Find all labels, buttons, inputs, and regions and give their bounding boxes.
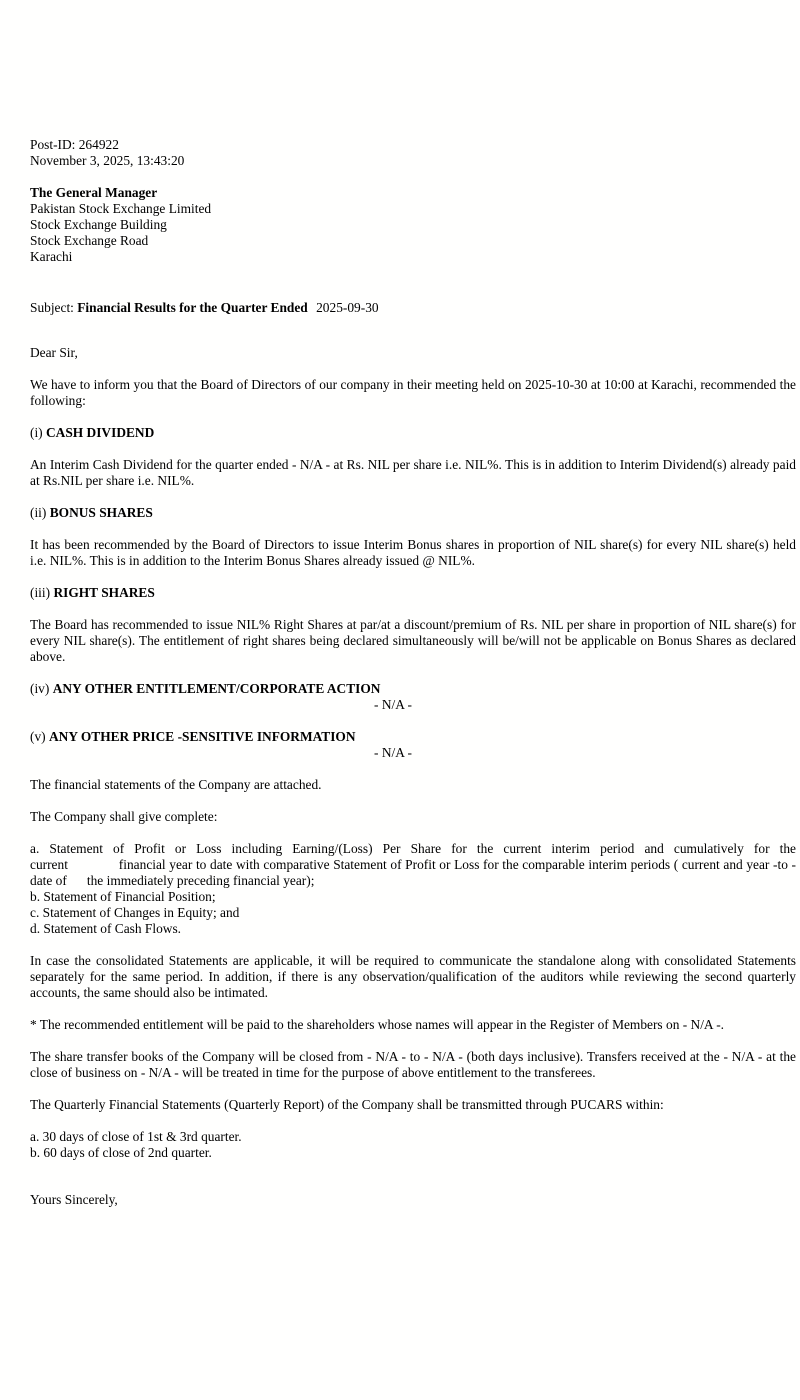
section-number: (ii) <box>30 505 47 520</box>
subject-line <box>30 300 796 316</box>
section-heading-other-entitlement <box>30 681 796 697</box>
give-complete-statement: The Company shall give complete: <box>30 809 218 824</box>
attached-statement: The financial statements of the Company are attached. <box>30 777 322 792</box>
section-number: (iv) <box>30 681 50 696</box>
list-item-a: a. Statement of Profit or Loss including Earning/(Loss) Per Share for the current interim period and cumulatively for the current financial year to date with comparative Statement of Profit or Loss for the comparable interim periods ( current and year -to -date of the immediately preceding financial year); <box>30 841 800 888</box>
transfer-books-paragraph: The share transfer books of the Company will be closed from - N/A - to - N/A - (both days inclusive). Transfers received at the - N/A - at the close of business on - N/A - will be treated in time for the purpose of above entitlement to the transferees. <box>30 1049 796 1080</box>
statements-list <box>30 841 800 937</box>
section-title: RIGHT SHARES <box>53 585 155 600</box>
section-number: (i) <box>30 425 43 440</box>
post-datetime: November 3, 2025, 13:43:20 <box>30 153 185 168</box>
na-value: - N/A - <box>374 697 412 712</box>
pucars-paragraph: The Quarterly Financial Statements (Quarterly Report) of the Company shall be transmitted through PUCARS within: <box>30 1097 664 1112</box>
pucars-item-a: a. 30 days of close of 1st & 3rd quarter. <box>30 1129 242 1144</box>
recipient-line: Stock Exchange Road <box>30 233 149 248</box>
section-heading-cash-dividend <box>30 425 796 441</box>
section-title: CASH DIVIDEND <box>46 425 155 440</box>
section-body-bonus-shares: It has been recommended by the Board of Directors to issue Interim Bonus shares in proportion of NIL share(s) for every NIL share(s) held i.e. NIL%. This is in addition to the Interim Bonus Shares already issued @ NIL%. <box>30 537 796 568</box>
section-heading-right-shares <box>30 585 796 601</box>
pucars-item-b: b. 60 days of close of 2nd quarter. <box>30 1145 212 1160</box>
section-body-cash-dividend: An Interim Cash Dividend for the quarter ended - N/A - at Rs. NIL per share i.e. NIL%. This is in addition to Interim Dividend(s) already paid at Rs.NIL per share i.e. NIL%. <box>30 457 796 488</box>
register-note: * The recommended entitlement will be paid to the shareholders whose names will appear in the Register of Members on - N/A -. <box>30 1017 725 1032</box>
section-title: BONUS SHARES <box>49 505 153 520</box>
recipient-line: Stock Exchange Building <box>30 217 167 232</box>
section-heading-price-sensitive <box>30 729 796 745</box>
subject-text: Financial Results for the Quarter Ended <box>77 300 308 315</box>
subject-label: Subject: <box>30 300 74 315</box>
salutation: Dear Sir, <box>30 345 78 360</box>
na-value: - N/A - <box>374 745 412 760</box>
consolidated-paragraph: In case the consolidated Statements are applicable, it will be required to communicate the standalone along with consolidated Statements separately for the same period. In addition, if there is any observation/qualification of the auditors while reviewing the second quarterly accounts, the same should also be intimated. <box>30 953 796 1000</box>
recipient-title: The General Manager <box>30 185 158 200</box>
section-number: (iii) <box>30 585 51 600</box>
recipient-address <box>30 185 796 265</box>
recipient-line: Karachi <box>30 249 73 264</box>
section-body-right-shares: The Board has recommended to issue NIL% Right Shares at par/at a discount/premium of Rs. NIL per share in proportion of NIL share(s) for every NIL share(s). The entitlement of right shares being declared simultaneously will be/will not be applicable on Bonus Shares as declared above. <box>30 617 796 664</box>
section-title: ANY OTHER PRICE -SENSITIVE INFORMATION <box>48 729 356 744</box>
post-id: Post-ID: 264922 <box>30 137 119 152</box>
post-meta <box>30 137 796 169</box>
section-other-entitlement <box>30 681 796 713</box>
list-item-b: b. Statement of Financial Position; <box>30 889 216 904</box>
section-price-sensitive <box>30 729 796 761</box>
subject-date: 2025-09-30 <box>316 300 379 315</box>
section-number: (v) <box>30 729 46 744</box>
pucars-list <box>30 1129 796 1161</box>
closing-salutation: Yours Sincerely, <box>30 1192 118 1207</box>
intro-paragraph: We have to inform you that the Board of Directors of our company in their meeting held on 2025-10-30 at 10:00 at Karachi, recommended the following: <box>30 377 796 408</box>
recipient-line: Pakistan Stock Exchange Limited <box>30 201 212 216</box>
section-title: ANY OTHER ENTITLEMENT/CORPORATE ACTION <box>52 681 381 696</box>
section-heading-bonus-shares <box>30 505 796 521</box>
list-item-c: c. Statement of Changes in Equity; and <box>30 905 240 920</box>
list-item-d: d. Statement of Cash Flows. <box>30 921 182 936</box>
